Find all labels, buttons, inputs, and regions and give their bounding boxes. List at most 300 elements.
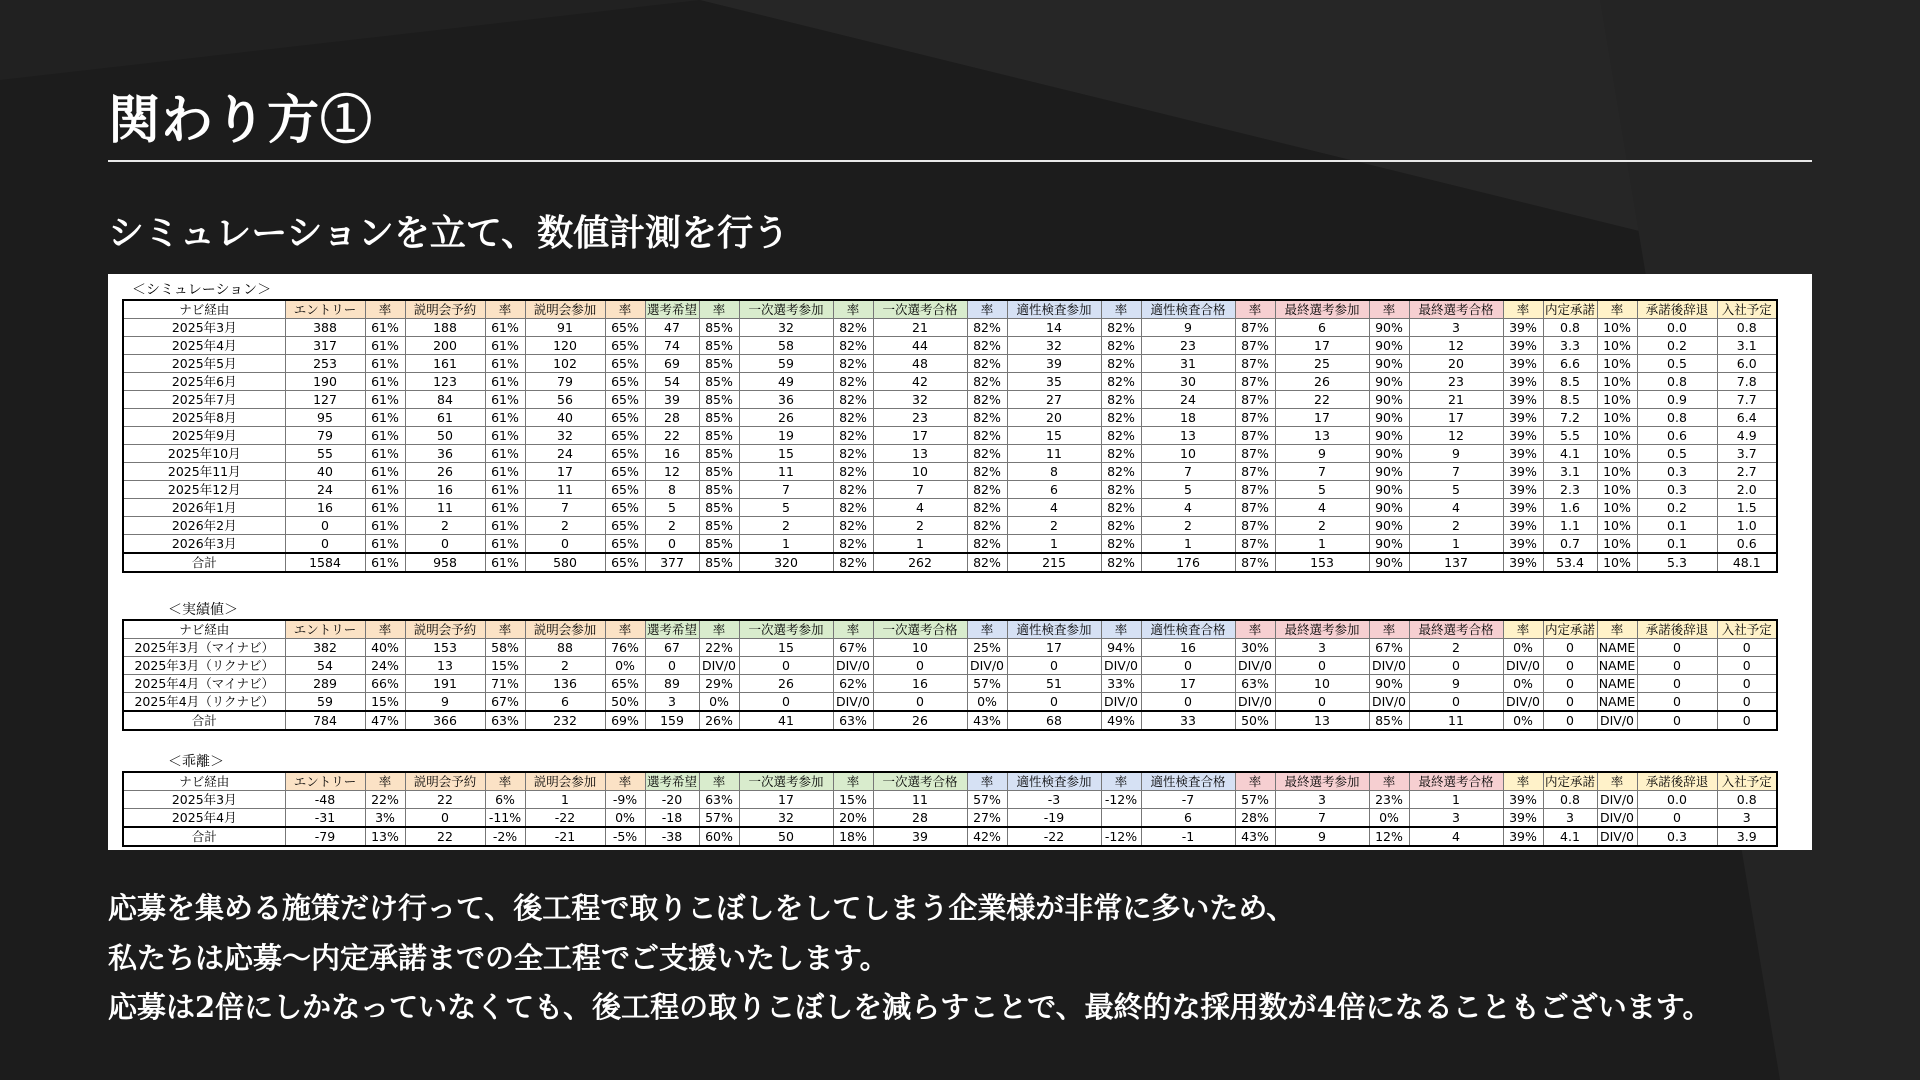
table-cell: 説明会参加 [525,772,605,791]
table-cell: 94% [1101,639,1141,657]
table-cell: 10% [1597,481,1637,499]
table-cell: 率 [1503,620,1543,639]
table-row [123,337,1777,355]
table-cell: 40 [525,409,605,427]
table-cell: 39% [1503,337,1543,355]
table-cell: 率 [833,772,873,791]
table-cell: 47% [365,711,405,730]
table-cell: 7 [1275,463,1369,481]
table-cell: 85% [699,391,739,409]
table-cell: 0 [1637,809,1717,828]
table-cell: -1 [1141,827,1235,846]
table-cell: 率 [1101,620,1141,639]
table-cell: 14 [1007,319,1101,337]
table-cell: -22 [1007,827,1101,846]
table-cell: 21 [873,319,967,337]
table-cell: 87% [1235,517,1275,535]
table-cell: 16 [873,675,967,693]
table-cell: 366 [405,711,485,730]
table-cell: 21 [1409,391,1503,409]
table-cell: 39% [1503,391,1543,409]
table-cell: 2 [1141,517,1235,535]
table-cell: 0.5 [1637,355,1717,373]
table-cell: 率 [1235,772,1275,791]
table-cell: 82% [967,553,1007,572]
table-cell: 22 [405,791,485,809]
table-cell [1101,809,1141,828]
table-cell: 24 [285,481,365,499]
table-cell: 82% [1101,499,1141,517]
header-row [123,772,1777,791]
table-cell: 190 [285,373,365,391]
row-label-cell: 2025年9月 [123,427,285,445]
table-cell: 10% [1597,499,1637,517]
table-cell: 85% [699,337,739,355]
table-cell: 39 [645,391,699,409]
row-label-cell: 2025年3月（リクナビ） [123,657,285,675]
table-cell: 388 [285,319,365,337]
table-cell: 率 [967,772,1007,791]
table-cell: 10 [1141,445,1235,463]
table-cell: 率 [1597,620,1637,639]
total-row [123,711,1777,730]
table-row [123,427,1777,445]
table-cell: 82% [833,319,873,337]
row-label-cell: 2025年5月 [123,355,285,373]
table-cell: 63% [1235,675,1275,693]
table-cell: 82% [833,427,873,445]
table-row [123,463,1777,481]
table-cell: 32 [873,391,967,409]
table-cell: 6.0 [1717,355,1777,373]
table-cell: 率 [365,772,405,791]
table-cell: 39% [1503,827,1543,846]
table-cell: 説明会予約 [405,300,485,319]
table-cell: 0 [873,657,967,675]
table-cell: 0 [285,535,365,554]
table-cell: 4 [1141,499,1235,517]
table-cell: 12 [1409,337,1503,355]
table-cell: 10 [1275,675,1369,693]
table-cell: 48 [873,355,967,373]
table-cell: 65% [605,535,645,554]
table-cell: 17 [1141,675,1235,693]
table-cell: 82% [967,517,1007,535]
table-cell: 1 [1141,535,1235,554]
table-cell: 9 [1409,445,1503,463]
table-cell: 10 [873,463,967,481]
table-cell: 最終選考合格 [1409,620,1503,639]
table-cell: 率 [1503,772,1543,791]
table-cell: 44 [873,337,967,355]
table-cell: 0% [605,657,645,675]
table-row [123,693,1777,712]
table-cell: 27 [1007,391,1101,409]
table-cell: 82% [1101,373,1141,391]
table-cell: 最終選考参加 [1275,772,1369,791]
table-cell: 率 [365,620,405,639]
table-cell: 16 [645,445,699,463]
table-cell: 90% [1369,499,1409,517]
table-cell: 82% [967,427,1007,445]
table-cell: 39% [1503,517,1543,535]
table-cell: -9% [605,791,645,809]
table-cell: 13 [1141,427,1235,445]
table-cell: 承諾後辞退 [1637,772,1717,791]
table-cell: 0% [605,809,645,828]
table-cell: 率 [485,620,525,639]
table-cell: 率 [485,772,525,791]
table-row [123,481,1777,499]
table-cell: 26 [1275,373,1369,391]
table-cell: 内定承諾 [1544,774,1595,789]
table-cell: 39 [873,827,967,846]
table-cell: 0 [1007,657,1101,675]
table-cell: 7.2 [1543,409,1597,427]
table-cell: 26 [405,463,485,481]
table-cell: 57% [699,809,739,828]
table-cell: 82% [1101,337,1141,355]
table-cell: -79 [285,827,365,846]
table-cell: 61% [485,553,525,572]
table-cell: 10% [1597,373,1637,391]
table-cell: 320 [739,553,833,572]
table-cell: 13 [873,445,967,463]
table-cell: 率 [699,620,739,639]
table-cell: 5 [1141,481,1235,499]
table-cell: 選考希望 [646,302,697,317]
table-cell: 10% [1597,463,1637,481]
table-cell: 65% [605,427,645,445]
table-cell: 317 [285,337,365,355]
table-cell: 0 [1275,693,1369,712]
table-cell: 39% [1503,463,1543,481]
table-cell: 85% [699,427,739,445]
table-row [123,809,1777,828]
table-cell: 39% [1503,809,1543,828]
table-cell: 7 [1275,809,1369,828]
table-cell: 3 [1409,319,1503,337]
table-cell: 32 [739,319,833,337]
table-cell: DIV/0 [1597,791,1637,809]
table-cell: 10 [873,639,967,657]
table-cell: NAME [1598,676,1636,691]
table-cell: 61% [485,355,525,373]
table-cell: 39% [1503,535,1543,554]
table-cell: 82% [833,517,873,535]
table-cell: -31 [285,809,365,828]
table-cell: 3 [645,693,699,712]
table-cell: 39% [1503,355,1543,373]
table-cell: 一次選考参加 [739,772,833,791]
table-cell: 20 [1007,409,1101,427]
table-cell: 65% [605,463,645,481]
table-cell: 35 [1007,373,1101,391]
table-cell: 0.8 [1637,373,1717,391]
table-cell: 0 [739,693,833,712]
table-cell: 15 [739,445,833,463]
table-cell: NAME [1598,640,1636,655]
table-cell: 90% [1369,427,1409,445]
table-cell: 11 [525,481,605,499]
row-label-cell: 合計 [123,827,285,846]
table-cell: 率 [1369,620,1409,639]
table-cell: 54 [645,373,699,391]
table-cell: 1.1 [1543,517,1597,535]
table-cell: 2.3 [1543,481,1597,499]
table-cell: 61% [485,409,525,427]
table-cell: 61% [365,553,405,572]
table-cell: 8 [1007,463,1101,481]
table-cell: 48.1 [1717,553,1777,572]
table-cell: 61% [365,445,405,463]
table-cell: 0 [1717,693,1777,712]
table-cell: 適性検査参加 [1007,300,1101,319]
table-cell: 4.9 [1717,427,1777,445]
table-cell: 28 [873,809,967,828]
table-cell: 253 [285,355,365,373]
table-cell: 47 [645,319,699,337]
table-cell: 0% [1503,711,1543,730]
table-cell: 18 [1141,409,1235,427]
simulation-table [122,299,1778,573]
row-label-cell: 2025年6月 [123,373,285,391]
table-cell: 85% [699,535,739,554]
row-label-cell: 2025年7月 [123,391,285,409]
table-cell: 61% [485,391,525,409]
table-cell: 0% [1503,639,1543,657]
table-cell: 0 [1543,657,1597,675]
table-cell: DIV/0 [1101,657,1141,675]
table-cell: 7 [525,499,605,517]
table-cell: 63% [833,711,873,730]
table-cell: 0 [1275,657,1369,675]
table-cell: 10% [1597,319,1637,337]
table-cell: 22% [699,639,739,657]
table-cell: 30% [1235,639,1275,657]
table-cell: 68 [1007,711,1101,730]
table-cell: 最終選考参加 [1275,620,1369,639]
table-cell: 26 [873,711,967,730]
table-cell: 90% [1369,355,1409,373]
table-cell: 82% [967,463,1007,481]
table-cell: DIV/0 [1597,809,1637,828]
table-cell: 50 [739,827,833,846]
table-cell: 2 [1409,639,1503,657]
table-cell: 率 [605,620,645,639]
table-cell: 30 [1141,373,1235,391]
table-cell: 60% [699,827,739,846]
table-cell: 43% [967,711,1007,730]
total-row [123,553,1777,572]
table-cell: 50% [1235,711,1275,730]
table-cell: 28% [1235,809,1275,828]
table-cell: 0 [1409,657,1503,675]
table-cell: 0.3 [1637,481,1717,499]
table-row [123,791,1777,809]
table-cell: 67% [1369,639,1409,657]
table-cell: 87% [1235,373,1275,391]
table-cell: 188 [405,319,485,337]
table-cell: 率 [605,772,645,791]
table-cell: 79 [525,373,605,391]
table-cell: 0.1 [1637,535,1717,554]
table-cell: 率 [1503,300,1543,319]
body-line-3: 応募は2倍にしかなっていなくても、後工程の取りこぼしを減らすことで、最終的な採用数が4倍になることもございます。 [108,990,1712,1024]
table-cell: 0.5 [1637,445,1717,463]
table-cell: 95 [285,409,365,427]
table-cell: 0 [1637,675,1717,693]
table-cell: 適性検査合格 [1141,300,1235,319]
table-cell: 6.4 [1717,409,1777,427]
table-cell: 2 [873,517,967,535]
table-cell: 10% [1597,355,1637,373]
table-cell: 1 [1409,791,1503,809]
table-cell: 4 [1409,827,1503,846]
table-cell: 0.8 [1543,791,1597,809]
table-cell: 71% [485,675,525,693]
table-cell: 82% [1101,553,1141,572]
table-cell: DIV/0 [1597,711,1637,730]
table-cell: 61% [365,481,405,499]
table-cell: 82% [1101,427,1141,445]
table-cell: 0% [1369,809,1409,828]
table-cell: 91 [525,319,605,337]
table-cell: 49 [739,373,833,391]
row-label-cell: 2025年10月 [123,445,285,463]
table-cell: 2 [525,517,605,535]
table-cell: 87% [1235,481,1275,499]
table-cell: 24 [525,445,605,463]
table-cell: 0.2 [1637,499,1717,517]
table-cell: NAME [1598,658,1636,673]
total-row [123,827,1777,846]
table-cell: 13 [1275,427,1369,445]
table-row [123,535,1777,554]
table-cell: 0 [1409,693,1503,712]
table-cell: 3 [1543,809,1597,828]
table-cell: 選考希望 [646,774,697,789]
table-cell: 61 [405,409,485,427]
table-cell: 136 [525,675,605,693]
table-cell: 41 [739,711,833,730]
table-cell: 9 [405,693,485,712]
table-cell: 率 [1235,620,1275,639]
table-cell: 0.7 [1543,535,1597,554]
table-cell: 0.6 [1637,427,1717,445]
table-cell: 67% [833,639,873,657]
table-cell: 87% [1235,535,1275,554]
table-cell: 43% [1235,827,1275,846]
table-cell: 0.9 [1637,391,1717,409]
table-cell: 0.8 [1717,791,1777,809]
table-cell: 39% [1503,427,1543,445]
table-cell: 3.3 [1543,337,1597,355]
table-cell: 26 [739,675,833,693]
table-cell: 10% [1597,337,1637,355]
table-cell: DIV/0 [833,693,873,712]
table-cell: 4 [1275,499,1369,517]
table-cell: 23 [1141,337,1235,355]
table-cell: 90% [1369,463,1409,481]
row-label-cell: 2025年4月 [123,337,285,355]
table-cell: 22 [645,427,699,445]
table-cell: 24% [365,657,405,675]
table-cell: 137 [1409,553,1503,572]
table-cell: 61% [485,481,525,499]
table-cell: 82% [833,553,873,572]
table-cell: 0 [739,657,833,675]
table-cell: 5 [645,499,699,517]
table-row [123,409,1777,427]
table-cell: 69 [645,355,699,373]
table-cell: 23 [1409,373,1503,391]
table-cell: 39% [1503,445,1543,463]
table-cell: 6 [1141,809,1235,828]
table-cell: 1 [525,791,605,809]
table-cell: 57% [967,675,1007,693]
table-cell: 58 [739,337,833,355]
table-cell: 127 [285,391,365,409]
table-cell: 61% [365,517,405,535]
table-cell: 87% [1235,355,1275,373]
table-cell: 65% [605,517,645,535]
table-cell: 率 [1101,300,1141,319]
table-cell: 0 [1637,657,1717,675]
table-cell: 3.1 [1543,463,1597,481]
row-label-cell: ナビ経由 [123,300,285,319]
table-cell: 説明会予約 [405,772,485,791]
table-cell: 32 [1007,337,1101,355]
table-cell: DIV/0 [1235,693,1275,712]
table-cell: 1 [1409,535,1503,554]
table-cell: 958 [405,553,485,572]
table-cell: エントリー [285,772,365,791]
table-cell: 90% [1369,409,1409,427]
table-cell: 40% [365,639,405,657]
table-cell: 7.7 [1717,391,1777,409]
table-cell: 61% [485,319,525,337]
row-label-cell: 2026年1月 [123,499,285,517]
table-cell: 率 [699,300,739,319]
table-cell: 0 [1543,693,1597,712]
table-cell: 0.0 [1637,319,1717,337]
table-cell: 説明会参加 [525,620,605,639]
table-cell: 784 [285,711,365,730]
table-cell: 61% [485,463,525,481]
table-cell: 90% [1369,675,1409,693]
table-cell: 0.0 [1637,791,1717,809]
table-cell: 82% [967,409,1007,427]
table-cell: 22 [405,827,485,846]
table-cell: 85% [699,463,739,481]
table-cell: 率 [1369,300,1409,319]
table-cell: 82% [1101,535,1141,554]
row-label-cell: 2025年3月 [123,319,285,337]
table-cell: -21 [525,827,605,846]
table-cell: 66% [365,675,405,693]
table-cell: DIV/0 [967,657,1007,675]
table-cell: 0 [1717,711,1777,730]
table-cell: -11% [485,809,525,828]
table-cell: 191 [405,675,485,693]
table-cell: 90% [1369,481,1409,499]
table-cell: -7 [1141,791,1235,809]
table-cell: 65% [605,319,645,337]
table-cell: 85% [699,517,739,535]
table-cell: 内定承諾 [1544,622,1595,637]
table-cell: 7 [1141,463,1235,481]
